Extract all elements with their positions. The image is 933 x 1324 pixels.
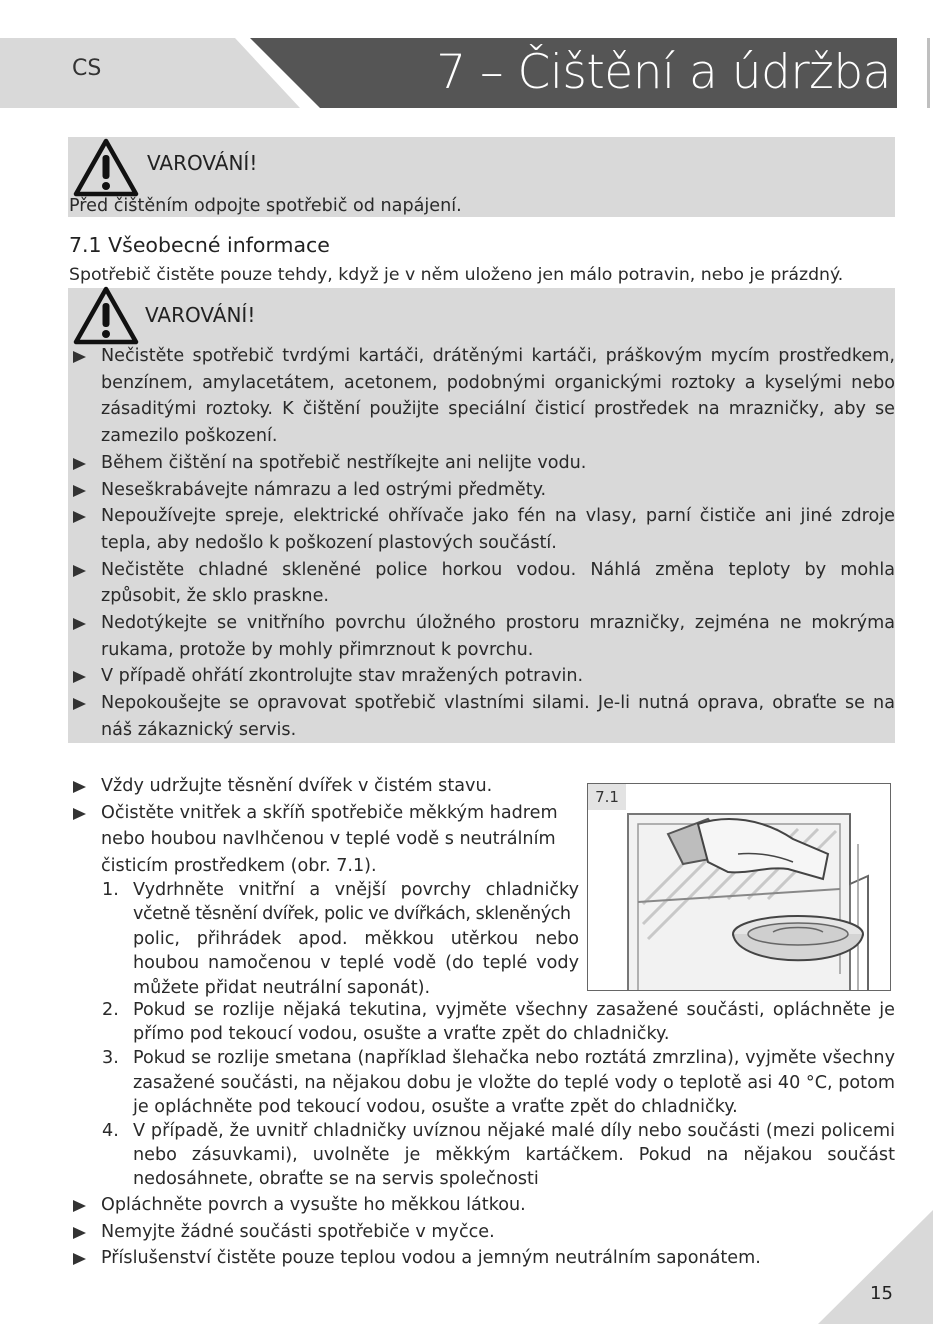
section-heading: 7.1 Všeobecné informace	[69, 233, 330, 257]
cleaning-illustration-icon	[588, 784, 890, 990]
care-bullet-list	[69, 773, 579, 880]
header-tab-left	[0, 38, 300, 108]
list-item: Nečistěte spotřebič tvrdými kartáči, drátěnými kartáči, práškovým mycím prostředkem, benzínem, amylacetátem, acetonem, podobnými organickými roztoky a kyselými nebo zásaditými roztoky. K čištění použijte speciální čisticí prostředek na mrazničky, aby se zamezilo poškození.	[69, 343, 895, 450]
page-number: 15	[870, 1283, 893, 1304]
final-bullet-list	[69, 1192, 895, 1272]
step-item: 4. V případě, že uvnitř chladničky uvíznou nějaké malé díly nebo součásti (mezi policemi nebo zásuvkami), uvolněte je měkkým kartáčkem. Pokud na nějakou součást nedosáhnete, obraťte se na servis společnosti	[102, 1121, 895, 1190]
step-item: 2. Pokud se rozlije nějaká tekutina, vyjměte všechny zasažené součásti, opláchněte je přímo pod tekoucí vodou, osušte a vraťte zpět do chladničky.	[102, 1000, 895, 1045]
bullet-triangle-icon	[73, 458, 86, 470]
bullet-triangle-icon	[73, 698, 86, 710]
list-item: Nedotýkejte se vnitřního povrchu úložného prostoru mrazničky, zejména ne mokrýma rukama, protože by mohly přimrznout k povrchu.	[69, 610, 895, 663]
warning-icon	[73, 286, 139, 346]
figure-cleaning-illustration	[587, 783, 891, 991]
warning-title: VAROVÁNÍ!	[147, 151, 258, 175]
warning-bullet-list	[69, 343, 895, 744]
bullet-triangle-icon	[73, 671, 86, 683]
step-number: 1.	[102, 880, 119, 900]
warning-icon	[73, 138, 139, 198]
list-item: Během čištění na spotřebič nestříkejte ani nelijte vodu.	[69, 450, 895, 477]
bullet-triangle-icon	[73, 1253, 86, 1265]
list-item: Opláchněte povrch a vysušte ho měkkou látkou.	[69, 1192, 895, 1219]
list-item: Očistěte vnitřek a skříň spotřebiče měkkým hadrem nebo houbou navlhčenou v teplé vodě s neutrálním čisticím prostředkem (obr. 7.1).	[69, 800, 579, 880]
figure-label: 7.1	[588, 784, 626, 810]
header-edge-rule	[927, 38, 930, 108]
bullet-triangle-icon	[73, 485, 86, 497]
bullet-triangle-icon	[73, 1200, 86, 1212]
list-item: Nepokoušejte se opravovat spotřebič vlastními silami. Je-li nutná oprava, obraťte se na náš zákaznický servis.	[69, 690, 895, 743]
warning-title: VAROVÁNÍ!	[145, 303, 256, 327]
bullet-triangle-icon	[73, 781, 86, 793]
language-code: CS	[72, 56, 102, 81]
step-1: 1. Vydrhněte vnitřní a vnější povrchy chladničky včetně těsnění dvířek, polic ve dvířkách, skleněných polic, přihrádek apod. měkkou utěrkou nebo houbou namočenou v teplé vodě (do teplé vody můžete přidat neutrální saponát).	[102, 880, 579, 998]
bullet-triangle-icon	[73, 351, 86, 363]
bullet-triangle-icon	[73, 618, 86, 630]
section-intro: Spotřebič čistěte pouze tehdy, když je v něm uloženo jen málo potravin, nebo je prázdný.	[69, 265, 844, 285]
bullet-triangle-icon	[73, 511, 86, 523]
bullet-triangle-icon	[73, 565, 86, 577]
chapter-title: 7 – Čištění a údržba	[436, 45, 891, 100]
step-item: 3. Pokud se rozlije smetana (například šlehačka nebo roztátá zmrzlina), vyjměte všechny zasažené součásti, na nějakou dobu je vložte do teplé vody o teplotě asi 40 °C, potom je opláchněte pod tekoucí vodou, osušte a vraťte zpět do chladničky.	[102, 1048, 895, 1117]
bullet-triangle-icon	[73, 808, 86, 820]
list-item: Nečistěte chladné skleněné police horkou vodou. Náhlá změna teploty by mohla způsobit, že sklo praskne.	[69, 557, 895, 610]
list-item: Nepoužívejte spreje, elektrické ohřívače jako fén na vlasy, parní čističe ani jiné zdroje tepla, aby nedošlo k poškození plastových součástí.	[69, 503, 895, 556]
care-steps-list	[69, 998, 895, 1192]
list-item: Příslušenství čistěte pouze teplou vodou a jemným neutrálním saponátem.	[69, 1245, 895, 1272]
list-item: Nemyjte žádné součásti spotřebiče v myčce.	[69, 1219, 895, 1246]
warning-text: Před čištěním odpojte spotřebič od napájení.	[69, 196, 462, 216]
list-item: V případě ohřátí zkontrolujte stav mražených potravin.	[69, 663, 895, 690]
list-item: Neseškrabávejte námrazu a led ostrými předměty.	[69, 477, 895, 504]
bullet-triangle-icon	[73, 1227, 86, 1239]
list-item: Vždy udržujte těsnění dvířek v čistém stavu.	[69, 773, 579, 800]
